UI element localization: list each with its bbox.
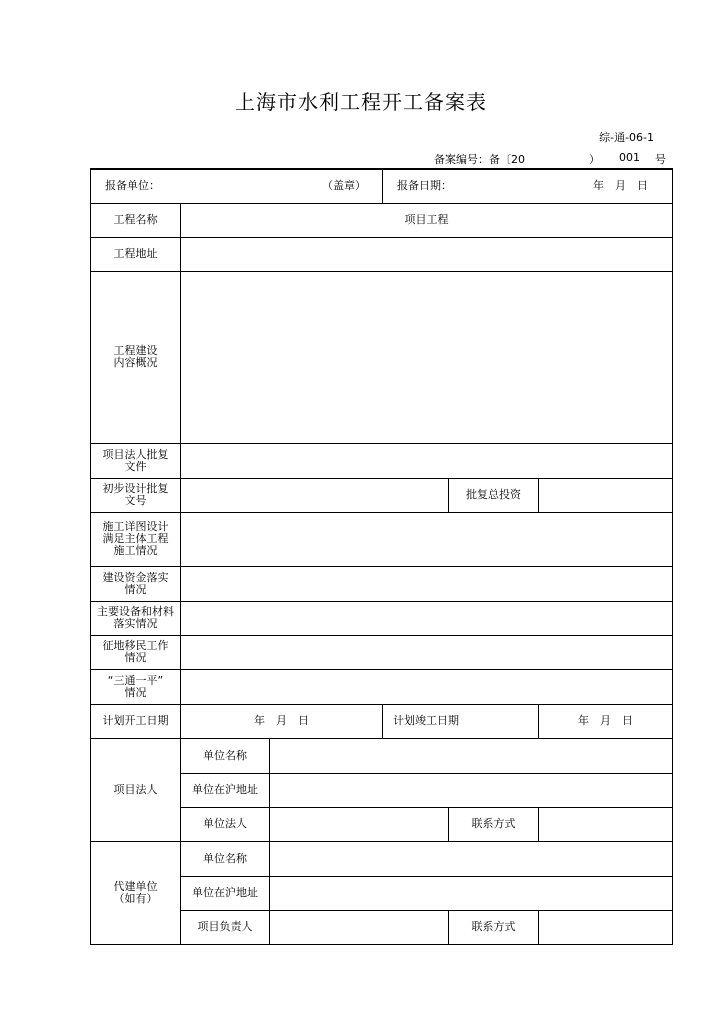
construction-content-value[interactable]	[181, 271, 673, 443]
prelim-design-row	[91, 478, 673, 512]
legal-person-unit-name-label: 单位名称	[181, 738, 270, 773]
filing-number-label: 备案编号：备〔20	[434, 153, 525, 166]
legal-rep-value[interactable]	[270, 807, 449, 841]
three-one-label-line1: “三通一平”	[107, 673, 164, 687]
agent-unit-name-value[interactable]	[270, 841, 673, 876]
funding-value[interactable]	[181, 566, 673, 601]
project-address-row	[91, 237, 673, 271]
detailed-design-label-line3: 施工情况	[113, 544, 158, 557]
filing-number-paren: ）	[589, 153, 600, 166]
three-one-label-line2: 情况	[124, 685, 147, 699]
filing-number-suffix: 号	[655, 153, 666, 166]
planned-start-value[interactable]: 年 月 日	[181, 704, 383, 738]
prelim-design-value[interactable]	[181, 478, 449, 512]
report-date-label: 报备日期：	[397, 179, 453, 193]
legal-person-contact-value[interactable]	[539, 807, 673, 841]
agent-unit-name-label: 单位名称	[181, 841, 270, 876]
project-name-label: 工程名称	[91, 203, 181, 237]
detailed-design-label-line2: 满足主体工程	[102, 532, 169, 545]
three-one-label	[91, 669, 181, 704]
legal-approval-label	[91, 443, 181, 478]
three-one-row	[91, 669, 673, 704]
project-manager-value[interactable]	[270, 910, 449, 944]
prelim-design-label	[91, 478, 181, 512]
funding-label	[91, 566, 181, 601]
prelim-design-label-line1: 初步设计批复	[102, 482, 169, 495]
equipment-row	[91, 601, 673, 635]
construction-content-row	[91, 271, 673, 443]
agent-builder-label-line1: 代建单位	[113, 879, 158, 893]
land-label	[91, 635, 181, 669]
project-name-value[interactable]: 项目工程	[181, 203, 673, 237]
legal-approval-label-line2: 文件	[124, 459, 147, 473]
funding-row	[91, 566, 673, 601]
legal-rep-label: 单位法人	[181, 807, 270, 841]
project-address-label: 工程地址	[91, 237, 181, 271]
detailed-design-label-line1: 施工详图设计	[102, 520, 169, 533]
equipment-label-line2: 落实情况	[113, 617, 158, 630]
reporting-unit-label: 报备单位：	[105, 179, 160, 193]
detailed-design-value[interactable]	[181, 512, 673, 566]
legal-person-unit-row	[91, 738, 673, 773]
agent-contact-label: 联系方式	[449, 910, 539, 944]
seal-label: （盖章）	[322, 179, 367, 193]
agent-address-label: 单位在沪地址	[181, 876, 270, 910]
filing-number-serial: 001	[619, 151, 640, 164]
legal-person-unit-name-value[interactable]	[270, 738, 673, 773]
equipment-value[interactable]	[181, 601, 673, 635]
legal-approval-label-line1: 项目法人批复	[102, 447, 169, 461]
land-label-line1: 征地移民工作	[102, 639, 169, 652]
construction-content-label-line2: 内容概况	[113, 356, 158, 369]
report-date-cell[interactable]	[383, 169, 673, 203]
construction-content-label-line1: 工程建设	[113, 344, 158, 357]
three-one-value[interactable]	[181, 669, 673, 704]
funding-label-line2: 情况	[124, 582, 147, 596]
construction-content-label	[91, 271, 181, 443]
agent-contact-value[interactable]	[539, 910, 673, 944]
funding-label-line1: 建设资金落实	[102, 570, 169, 584]
land-label-line2: 情况	[124, 651, 147, 664]
filing-form-table	[90, 168, 673, 945]
prelim-design-label-line2: 文号	[124, 494, 147, 507]
form-code: 综-通-06-1	[599, 131, 654, 144]
project-name-row	[91, 203, 673, 237]
planned-start-label: 计划开工日期	[91, 704, 181, 738]
land-row	[91, 635, 673, 669]
schedule-row	[91, 704, 673, 738]
reporting-unit-cell[interactable]	[91, 169, 383, 203]
legal-person-address-value[interactable]	[270, 773, 673, 807]
approved-investment-value[interactable]	[539, 478, 673, 512]
project-legal-person-label: 项目法人	[91, 738, 181, 841]
legal-person-contact-label: 联系方式	[449, 807, 539, 841]
detailed-design-label	[91, 512, 181, 566]
project-manager-label: 项目负责人	[181, 910, 270, 944]
form-title: 上海市水利工程开工备案表	[235, 90, 487, 114]
equipment-label-line1: 主要设备和材料	[97, 605, 174, 618]
detailed-design-row	[91, 512, 673, 566]
agent-address-value[interactable]	[270, 876, 673, 910]
legal-person-address-label: 单位在沪地址	[181, 773, 270, 807]
approved-investment-label: 批复总投资	[449, 478, 539, 512]
legal-approval-row	[91, 443, 673, 478]
legal-approval-value[interactable]	[181, 443, 673, 478]
agent-builder-label-line2: （如有）	[113, 891, 158, 905]
agent-unit-row	[91, 841, 673, 876]
equipment-label	[91, 601, 181, 635]
header-row	[91, 169, 673, 203]
project-address-value[interactable]	[181, 237, 673, 271]
agent-builder-label	[91, 841, 181, 944]
planned-finish-value[interactable]: 年 月 日	[539, 704, 673, 738]
report-date-value: 年 月 日	[593, 179, 649, 193]
land-value[interactable]	[181, 635, 673, 669]
planned-finish-label: 计划竣工日期	[383, 704, 539, 738]
